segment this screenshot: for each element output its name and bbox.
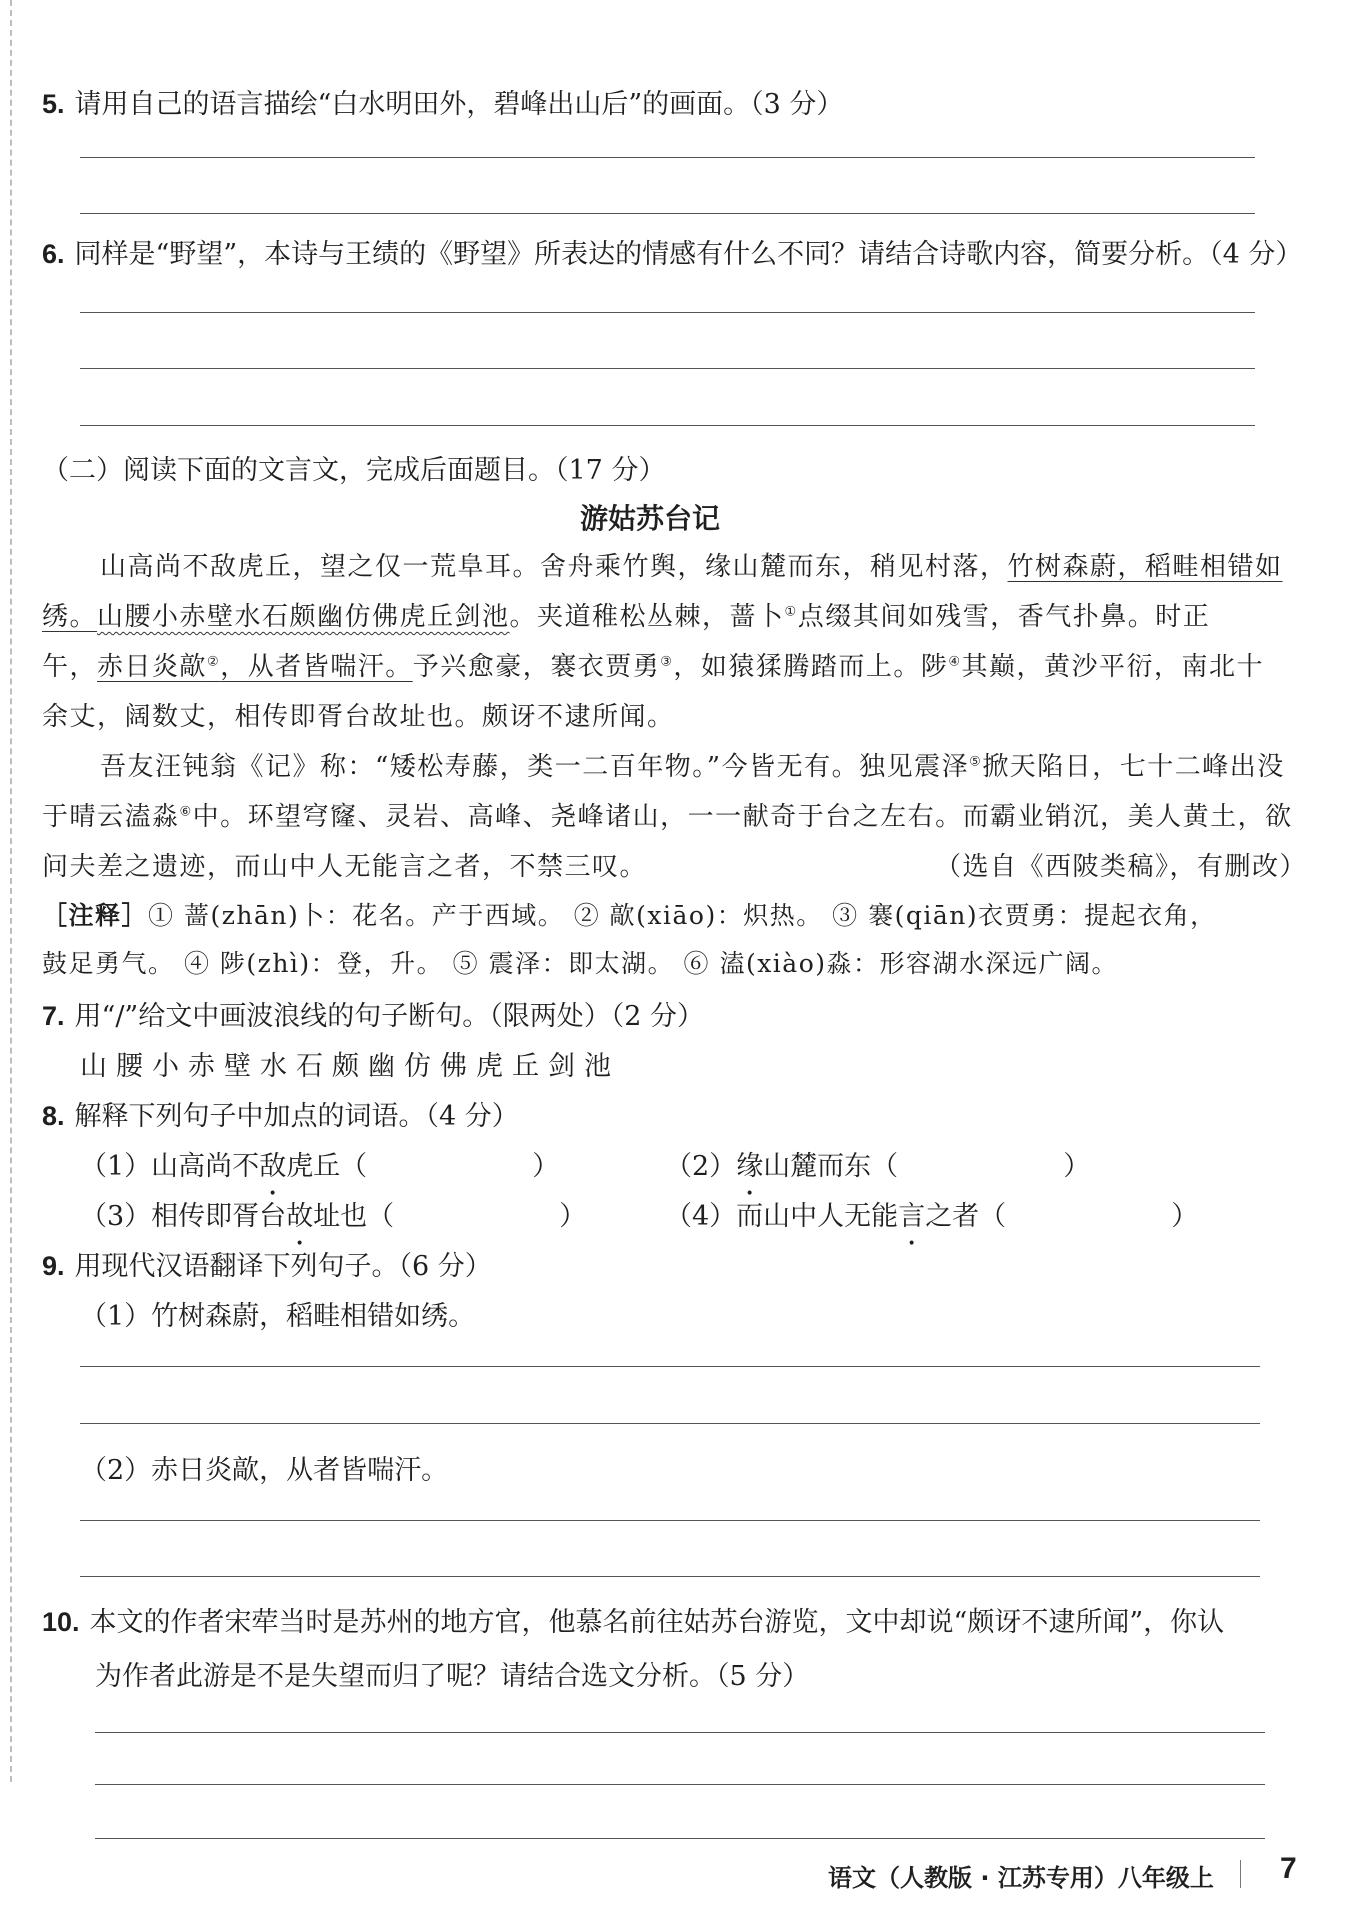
- wavy-underlined-sentence: 山腰小赤壁水石颇幽仿佛虎丘剑池: [97, 602, 510, 632]
- section-2-heading: （二）阅读下面的文言文，完成后面题目。（17 分）: [42, 455, 666, 486]
- passage-title: 游姑苏台记: [580, 502, 721, 535]
- q8-item-4: （4）而山中人无能言之者（ ）: [665, 1201, 1199, 1232]
- page-number: 7: [1280, 1852, 1297, 1885]
- passage-line: 吾友汪钝翁《记》称：“矮松寿藤，类一二百年物。”今皆无有。独见震泽⑤掀天陷日，七十二峰出没: [100, 752, 1285, 782]
- q8-item-1: （1）山高尚不敌虎丘（ ）: [80, 1151, 560, 1182]
- underlined-sentence: 赤日炎歊②，从者皆喘汗。: [97, 652, 413, 682]
- notes-line: ［注释］① 蔷(zhān)卜：花名。产于西域。 ② 歊(xiāo)：炽热。 ③ 褰(qiān)衣贾勇：提起衣角，: [42, 901, 1217, 930]
- question-8: 8. 解释下列句子中加点的词语。（4 分）: [42, 1101, 519, 1132]
- answer-line[interactable]: [80, 1366, 1260, 1367]
- passage-line: 问夫差之遗迹，而山中人无能言之者，不禁三叹。: [42, 852, 648, 882]
- question-5: [42, 82, 843, 121]
- answer-line[interactable]: [80, 312, 1255, 313]
- q8-item-3: （3）相传即胥台故址也（ ）: [80, 1201, 587, 1232]
- answer-line[interactable]: [95, 1784, 1265, 1785]
- passage-line: 山高尚不敌虎丘，望之仅一荒阜耳。舍舟乘竹舆，缘山麓而东，稍见村落，竹树森蔚，稻畦相错如: [100, 552, 1283, 582]
- notes-tag: ［注释］: [42, 901, 149, 930]
- passage-line: 余丈，阔数丈，相传即胥台故址也。颇讶不逮所闻。: [42, 702, 675, 732]
- binding-margin-line: [10, 0, 12, 1782]
- answer-line[interactable]: [80, 1520, 1260, 1521]
- question-7-sentence[interactable]: 山腰小赤壁水石颇幽仿佛虎丘剑池: [80, 1051, 620, 1082]
- answer-line[interactable]: [80, 1423, 1260, 1424]
- footer-book-title: 语文（人教版 · 江苏专用）八年级上: [828, 1864, 1214, 1892]
- question-6: [42, 232, 1302, 271]
- passage-line: 午，赤日炎歊②，从者皆喘汗。予兴愈豪，褰衣贾勇③，如猿猱腾踏而上。陟④其巅，黄沙平衍，南北十: [42, 652, 1265, 682]
- answer-line[interactable]: [80, 425, 1255, 426]
- answer-line[interactable]: [80, 157, 1255, 158]
- underlined-sentence: 竹树森蔚，稻畦相错如: [1007, 552, 1283, 582]
- q8-item-2: （2）缘山麓而东（ ）: [665, 1151, 1091, 1182]
- answer-line[interactable]: [95, 1732, 1265, 1733]
- passage-line: 绣。山腰小赤壁水石颇幽仿佛虎丘剑池。夹道稚松丛棘，蔷卜①点缀其间如残雪，香气扑鼻。时正: [42, 602, 1211, 632]
- footer-divider: [1240, 1860, 1241, 1888]
- question-10: 10. 本文的作者宋荦当时是苏州的地方官，他慕名前往姑苏台游览，文中却说“颇讶不逮所闻”，你认: [42, 1607, 1225, 1638]
- passage-source: （选自《西陂类稿》，有删改）: [935, 852, 1308, 882]
- answer-line[interactable]: [80, 1576, 1260, 1577]
- question-6-number: 6.: [42, 239, 65, 269]
- question-5-text: 请用自己的语言描绘“白水明田外，碧峰出山后”的画面。（3 分）: [74, 89, 844, 120]
- question-10-line-2: 为作者此游是不是失望而归了呢？请结合选文分析。（5 分）: [95, 1661, 810, 1692]
- question-6-text: 同样是“野望”，本诗与王绩的《野望》所表达的情感有什么不同？请结合诗歌内容，简要分析。（4 分）: [74, 239, 1303, 270]
- notes-line: 鼓足勇气。 ④ 陟(zhì)：登，升。 ⑤ 震泽：即太湖。 ⑥ 溘(xiào)淼：形容湖水深远广阔。: [42, 949, 1119, 978]
- q9-sentence-1: （1）竹树森蔚，稻畦相错如绣。: [80, 1301, 476, 1332]
- question-5-number: 5.: [42, 89, 65, 119]
- passage-line: 于晴云溘淼⑥中。环望穹窿、灵岩、高峰、尧峰诸山，一一献奇于台之左右。而霸业销沉，美人黄土，欲: [42, 802, 1293, 832]
- answer-line[interactable]: [80, 368, 1255, 369]
- question-7: 7. 用“/”给文中画波浪线的句子断句。（限两处）（2 分）: [42, 1001, 704, 1032]
- answer-line[interactable]: [95, 1838, 1265, 1839]
- question-9: 9. 用现代汉语翻译下列句子。（6 分）: [42, 1251, 492, 1282]
- answer-line[interactable]: [80, 213, 1255, 214]
- q9-sentence-2: （2）赤日炎歊，从者皆喘汗。: [80, 1455, 449, 1486]
